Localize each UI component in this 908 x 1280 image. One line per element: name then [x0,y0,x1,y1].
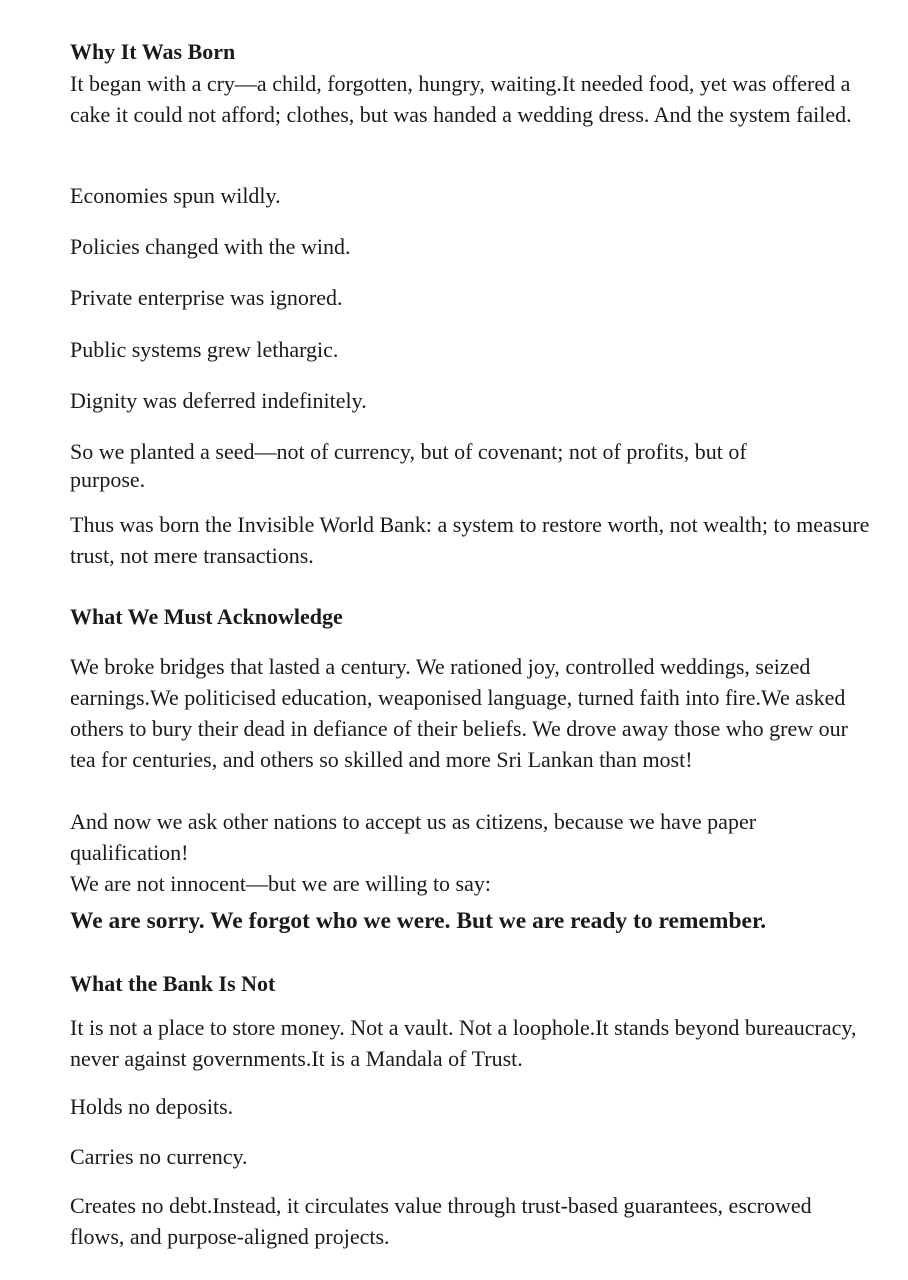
line-carries-no-currency: Carries no currency. [70,1144,248,1169]
intro-paragraph: It began with a cry—a child, forgotten, hungry, waiting.It needed food, yet was offered a cake it could not afford; clothes, but was handed a wedding dress. And the system failed. [70,71,852,127]
line-policies: Policies changed with the wind. [70,234,351,259]
line-dignity: Dignity was deferred indefinitely. [70,388,367,413]
apology-statement: We are sorry. We forgot who we were. But we are ready to remember. [70,908,767,934]
born-paragraph: Thus was born the Invisible World Bank: a system to restore worth, not wealth; to measure trust, not mere transactions. [70,512,870,568]
line-public-systems: Public systems grew lethargic. [70,337,339,362]
section-heading-why-it-was-born: Why It Was Born [70,39,236,64]
paper-qualification-paragraph: And now we ask other nations to accept us as citizens, because we have paper qualification! [70,809,757,865]
line-holds-no-deposits: Holds no deposits. [70,1094,234,1119]
seed-paragraph: So we planted a seed—not of currency, but of covenant; not of profits, but of purpose. [70,439,747,492]
line-private-enterprise: Private enterprise was ignored. [70,285,343,310]
closing-paragraph: Creates no debt.Instead, it circulates value through trust-based guarantees, escrowed flows, and purpose-aligned projects. [70,1193,812,1249]
not-innocent-line: We are not innocent—but we are willing to say: [70,871,491,896]
section-heading-what-we-must-acknowledge: What We Must Acknowledge [70,604,343,629]
bank-not-paragraph: It is not a place to store money. Not a vault. Not a loophole.It stands beyond bureaucracy, never against governments.It is a Mandala of Trust. [70,1015,857,1071]
acknowledge-paragraph: We broke bridges that lasted a century. We rationed joy, controlled weddings, seized earnings.We politicised education, weaponised language, turned faith into fire.We asked others to bury their dead in defiance of their beliefs. We drove away those who grew our tea for centuries, and others so skilled and more Sri Lankan than most! [70,654,848,772]
line-economies: Economies spun wildly. [70,183,281,208]
section-heading-what-the-bank-is-not: What the Bank Is Not [70,971,276,996]
